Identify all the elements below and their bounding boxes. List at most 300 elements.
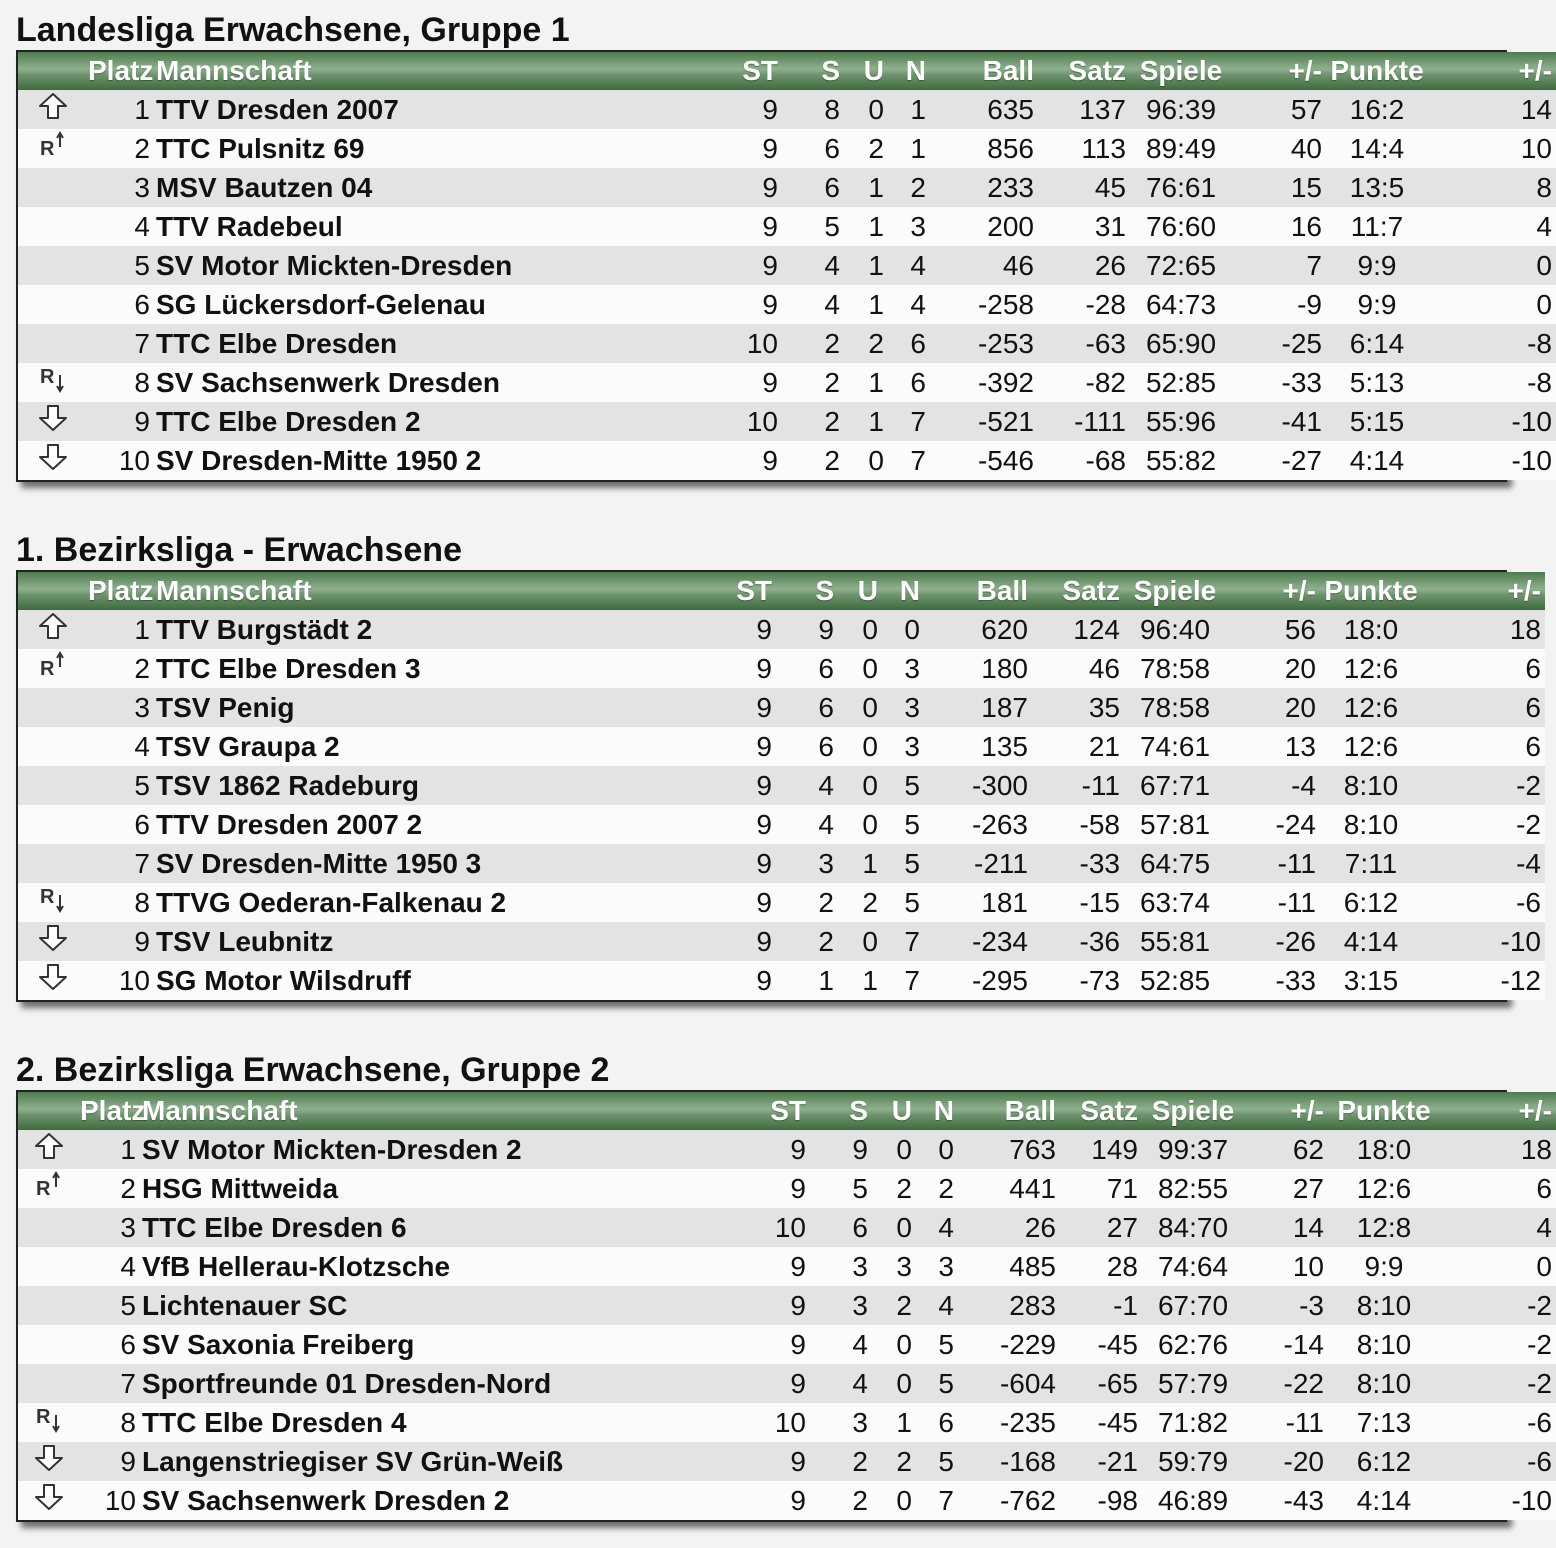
spiele-cell: 64:73 — [1145, 288, 1217, 320]
st-cell: 9 — [790, 1172, 806, 1204]
diff-cell: 7 — [1306, 249, 1322, 281]
spiele-cell: 78:58 — [1139, 652, 1211, 684]
punkte-cell: 9:9 — [1357, 249, 1397, 281]
league-title: 1. Bezirksliga - Erwachsene — [16, 531, 462, 569]
punkte-cell: 8:10 — [1356, 1289, 1412, 1321]
st-cell: 9 — [756, 730, 772, 762]
punkte-diff-cell: 10 — [1520, 132, 1552, 164]
diff-cell: 27 — [1292, 1172, 1324, 1204]
s-cell: 2 — [824, 327, 840, 359]
u-cell: 0 — [896, 1133, 912, 1165]
svg-text:R: R — [40, 886, 55, 909]
table-row — [18, 246, 1556, 285]
platz-cell: 7 — [134, 327, 150, 359]
u-cell: 0 — [862, 652, 878, 684]
platz-cell: 10 — [104, 1484, 136, 1516]
status-cell — [18, 922, 88, 961]
u-cell: 1 — [868, 249, 884, 281]
header-platz: Platz — [88, 575, 154, 606]
platz-cell: 8 — [134, 366, 150, 398]
u-cell: 0 — [868, 444, 884, 476]
header-ball: Ball — [982, 55, 1034, 86]
st-cell: 9 — [756, 769, 772, 801]
status-cell — [18, 441, 88, 480]
u-cell: 1 — [862, 847, 878, 879]
status-cell — [18, 961, 88, 1000]
punkte-cell: 18:0 — [1356, 1133, 1412, 1165]
satz-cell: -63 — [1085, 327, 1126, 359]
st-cell: 10 — [746, 405, 778, 437]
status-cell — [18, 1325, 80, 1364]
team-name: TSV Leubnitz — [156, 925, 334, 957]
table-row — [18, 402, 1556, 441]
status-cell — [18, 1286, 80, 1325]
punkte-cell: 7:11 — [1344, 847, 1398, 879]
down-arrow-icon — [38, 963, 68, 998]
u-cell: 2 — [868, 327, 884, 359]
diff-cell: 15 — [1290, 171, 1322, 203]
header-platz: Platz — [88, 55, 154, 86]
u-cell: 0 — [862, 730, 878, 762]
table-row — [18, 1169, 1556, 1208]
header-spiele: Spiele — [1151, 1095, 1235, 1126]
spiele-cell: 84:70 — [1157, 1211, 1229, 1243]
down-arrow-icon — [38, 404, 68, 439]
table-row — [18, 1403, 1556, 1442]
team-name: TSV Graupa 2 — [156, 730, 340, 762]
header-ball: Ball — [1004, 1095, 1056, 1126]
u-cell: 0 — [868, 93, 884, 125]
team-name: TTC Elbe Dresden 3 — [156, 652, 421, 684]
ball-cell: 180 — [981, 652, 1028, 684]
table-row — [18, 883, 1545, 922]
punkte-diff-cell: -2 — [1527, 1289, 1552, 1321]
punkte-cell: 8:10 — [1343, 808, 1399, 840]
satz-cell: 46 — [1088, 652, 1120, 684]
punkte-cell: 8:10 — [1356, 1328, 1412, 1360]
header-n: N — [933, 1095, 954, 1126]
diff-cell: -27 — [1281, 444, 1322, 476]
s-cell: 2 — [852, 1484, 868, 1516]
s-cell: 4 — [852, 1367, 868, 1399]
league-section — [16, 1050, 1552, 1522]
diff-cell: -26 — [1275, 925, 1316, 957]
table-row — [18, 766, 1545, 805]
punkte-diff-cell: -10 — [1511, 405, 1552, 437]
diff-cell: -24 — [1275, 808, 1316, 840]
ball-cell: -521 — [977, 405, 1034, 437]
punkte-diff-cell: -8 — [1527, 366, 1552, 398]
diff-cell: -33 — [1275, 964, 1316, 996]
table-row — [18, 207, 1556, 246]
spiele-cell: 96:39 — [1145, 93, 1217, 125]
header-icon — [18, 572, 88, 610]
team-name: TTV Burgstädt 2 — [156, 613, 373, 645]
st-cell: 9 — [756, 925, 772, 957]
st-cell: 9 — [762, 366, 778, 398]
n-cell: 3 — [910, 210, 926, 242]
u-cell: 0 — [896, 1211, 912, 1243]
u-cell: 2 — [896, 1289, 912, 1321]
satz-cell: 27 — [1106, 1211, 1138, 1243]
punkte-cell: 11:7 — [1350, 210, 1404, 242]
punkte-diff-cell: -2 — [1527, 1367, 1552, 1399]
spiele-cell: 64:75 — [1139, 847, 1211, 879]
u-cell: 0 — [862, 769, 878, 801]
league-title: Landesliga Erwachsene, Gruppe 1 — [16, 11, 570, 49]
header-st: ST — [742, 55, 778, 86]
satz-cell: -28 — [1085, 288, 1126, 320]
team-name: TTV Dresden 2007 2 — [156, 808, 423, 840]
ball-cell: -234 — [971, 925, 1028, 957]
header-st: ST — [770, 1095, 806, 1126]
u-cell: 1 — [868, 210, 884, 242]
header-ball: Ball — [976, 575, 1028, 606]
table-row — [18, 1442, 1556, 1481]
n-cell: 3 — [904, 652, 920, 684]
satz-cell: -82 — [1085, 366, 1126, 398]
header-diff: +/- — [1282, 575, 1316, 606]
punkte-diff-cell: 8 — [1536, 171, 1552, 203]
header-punkte: Punkte — [1324, 575, 1418, 606]
punkte-cell: 12:6 — [1343, 691, 1399, 723]
u-cell: 0 — [862, 691, 878, 723]
team-name: TSV 1862 Radeburg — [156, 769, 419, 801]
punkte-diff-cell: -12 — [1500, 964, 1541, 996]
relegation-down-icon — [38, 885, 68, 920]
table-row — [18, 688, 1545, 727]
ball-cell: 46 — [1002, 249, 1034, 281]
satz-cell: 113 — [1081, 132, 1126, 164]
svg-text:R: R — [40, 658, 55, 681]
relegation-up-icon — [38, 131, 68, 166]
platz-cell: 5 — [134, 249, 150, 281]
league-section — [16, 530, 1541, 1002]
table-row — [18, 922, 1545, 961]
st-cell: 9 — [762, 249, 778, 281]
header-platz: Platz — [80, 1095, 146, 1126]
svg-text:R: R — [36, 1406, 51, 1429]
s-cell: 9 — [852, 1133, 868, 1165]
table-row — [18, 1247, 1556, 1286]
s-cell: 6 — [818, 691, 834, 723]
s-cell: 4 — [852, 1328, 868, 1360]
platz-cell: 1 — [120, 1133, 136, 1165]
diff-cell: -3 — [1299, 1289, 1324, 1321]
platz-cell: 2 — [134, 652, 150, 684]
ball-cell: 856 — [987, 132, 1034, 164]
platz-cell: 1 — [134, 613, 150, 645]
table-header-row — [18, 572, 1545, 610]
diff-cell: -14 — [1283, 1328, 1324, 1360]
u-cell: 0 — [862, 808, 878, 840]
ball-cell: 635 — [987, 93, 1034, 125]
diff-cell: -11 — [1277, 886, 1316, 918]
team-name: SV Sachsenwerk Dresden — [156, 366, 500, 398]
diff-cell: 10 — [1292, 1250, 1324, 1282]
spiele-cell: 46:89 — [1157, 1484, 1229, 1516]
u-cell: 0 — [862, 613, 878, 645]
satz-cell: -73 — [1079, 964, 1120, 996]
satz-cell: 35 — [1088, 691, 1120, 723]
satz-cell: 149 — [1091, 1133, 1138, 1165]
table-row — [18, 1364, 1556, 1403]
spiele-cell: 62:76 — [1157, 1328, 1229, 1360]
diff-cell: -43 — [1283, 1484, 1324, 1516]
team-name: TTV Dresden 2007 — [156, 93, 399, 125]
platz-cell: 5 — [120, 1289, 136, 1321]
ball-cell: -253 — [977, 327, 1034, 359]
team-name: SV Saxonia Freiberg — [142, 1328, 415, 1360]
punkte-cell: 12:6 — [1343, 730, 1399, 762]
n-cell: 4 — [938, 1211, 954, 1243]
ball-cell: 763 — [1009, 1133, 1056, 1165]
s-cell: 2 — [818, 886, 834, 918]
status-cell — [18, 1403, 80, 1442]
punkte-diff-cell: 6 — [1525, 730, 1541, 762]
s-cell: 3 — [852, 1406, 868, 1438]
league-section — [16, 10, 1552, 482]
team-name: Sportfreunde 01 Dresden-Nord — [142, 1367, 552, 1399]
table-row — [18, 1481, 1556, 1520]
status-cell — [18, 285, 88, 324]
standings-table-wrapper — [16, 570, 1541, 1002]
spiele-cell: 76:61 — [1145, 171, 1217, 203]
u-cell: 1 — [862, 964, 878, 996]
n-cell: 5 — [938, 1367, 954, 1399]
diff-cell: -11 — [1285, 1406, 1324, 1438]
table-row — [18, 805, 1545, 844]
n-cell: 5 — [904, 769, 920, 801]
spiele-cell: 57:81 — [1139, 808, 1211, 840]
n-cell: 2 — [910, 171, 926, 203]
standings-table — [18, 572, 1545, 1000]
satz-cell: 124 — [1073, 613, 1120, 645]
punkte-cell: 8:10 — [1343, 769, 1399, 801]
s-cell: 2 — [852, 1445, 868, 1477]
satz-cell: 28 — [1106, 1250, 1138, 1282]
punkte-cell: 12:8 — [1356, 1211, 1412, 1243]
table-row — [18, 610, 1545, 649]
platz-cell: 10 — [118, 444, 150, 476]
st-cell: 9 — [762, 171, 778, 203]
u-cell: 2 — [896, 1172, 912, 1204]
diff-cell: -41 — [1281, 405, 1322, 437]
satz-cell: 137 — [1079, 93, 1126, 125]
punkte-diff-cell: -10 — [1500, 925, 1541, 957]
punkte-diff-cell: -8 — [1527, 327, 1552, 359]
table-header-row — [18, 52, 1556, 90]
platz-cell: 3 — [120, 1211, 136, 1243]
st-cell: 9 — [790, 1328, 806, 1360]
header-icon — [18, 1092, 80, 1130]
punkte-cell: 12:6 — [1356, 1172, 1412, 1204]
table-row — [18, 363, 1556, 402]
team-name: TTC Elbe Dresden 6 — [142, 1211, 407, 1243]
table-row — [18, 1286, 1556, 1325]
punkte-cell: 16:2 — [1349, 93, 1405, 125]
punkte-diff-cell: 4 — [1536, 210, 1552, 242]
spiele-cell: 96:40 — [1139, 613, 1211, 645]
st-cell: 9 — [790, 1445, 806, 1477]
punkte-diff-cell: -2 — [1527, 1328, 1552, 1360]
team-name: Langenstriegiser SV Grün-Weiß — [142, 1445, 564, 1477]
st-cell: 10 — [746, 327, 778, 359]
ball-cell: -762 — [999, 1484, 1056, 1516]
punkte-cell: 5:13 — [1349, 366, 1405, 398]
spiele-cell: 65:90 — [1145, 327, 1217, 359]
punkte-diff-cell: 4 — [1536, 1211, 1552, 1243]
satz-cell: 21 — [1088, 730, 1120, 762]
status-cell — [18, 883, 88, 922]
spiele-cell: 72:65 — [1145, 249, 1217, 281]
header-mannschaft: Mannschaft — [156, 575, 312, 606]
satz-cell: -15 — [1079, 886, 1120, 918]
down-arrow-icon — [34, 1444, 64, 1479]
punkte-cell: 6:14 — [1349, 327, 1405, 359]
status-cell — [18, 688, 88, 727]
st-cell: 10 — [774, 1211, 806, 1243]
status-cell — [18, 844, 88, 883]
n-cell: 1 — [910, 132, 926, 164]
st-cell: 9 — [790, 1250, 806, 1282]
s-cell: 6 — [852, 1211, 868, 1243]
punkte-diff-cell: 6 — [1536, 1172, 1552, 1204]
diff-cell: 20 — [1284, 652, 1316, 684]
punkte-diff-cell: -6 — [1527, 1445, 1552, 1477]
header-mannschaft: Mannschaft — [142, 1095, 298, 1126]
ball-cell: -235 — [999, 1406, 1056, 1438]
diff-cell: -22 — [1283, 1367, 1324, 1399]
table-row — [18, 1325, 1556, 1364]
platz-cell: 8 — [134, 886, 150, 918]
status-cell — [18, 1247, 80, 1286]
st-cell: 9 — [756, 613, 772, 645]
u-cell: 1 — [868, 288, 884, 320]
s-cell: 8 — [824, 93, 840, 125]
spiele-cell: 89:49 — [1145, 132, 1217, 164]
relegation-down-icon — [38, 365, 68, 400]
u-cell: 0 — [896, 1484, 912, 1516]
n-cell: 0 — [904, 613, 920, 645]
diff-cell: -33 — [1281, 366, 1322, 398]
header-u: U — [891, 1095, 912, 1126]
team-name: TTC Pulsnitz 69 — [156, 132, 365, 164]
s-cell: 6 — [818, 652, 834, 684]
punkte-cell: 12:6 — [1343, 652, 1399, 684]
punkte-cell: 4:14 — [1349, 444, 1405, 476]
status-cell — [18, 168, 88, 207]
platz-cell: 8 — [120, 1406, 136, 1438]
ball-cell: 187 — [981, 691, 1028, 723]
table-row — [18, 168, 1556, 207]
n-cell: 5 — [904, 847, 920, 879]
st-cell: 9 — [762, 288, 778, 320]
n-cell: 3 — [904, 730, 920, 762]
st-cell: 9 — [756, 652, 772, 684]
team-name: SG Motor Wilsdruff — [156, 964, 411, 996]
n-cell: 6 — [910, 327, 926, 359]
n-cell: 7 — [910, 405, 926, 437]
table-row — [18, 129, 1556, 168]
header-s: S — [815, 575, 834, 606]
punkte-cell: 8:10 — [1356, 1367, 1412, 1399]
punkte-diff-cell: 18 — [1509, 613, 1541, 645]
header-punkte: Punkte — [1330, 55, 1424, 86]
st-cell: 9 — [790, 1289, 806, 1321]
ball-cell: 283 — [1009, 1289, 1056, 1321]
table-row — [18, 1208, 1556, 1247]
platz-cell: 4 — [134, 730, 150, 762]
svg-text:R: R — [40, 138, 55, 161]
n-cell: 5 — [938, 1445, 954, 1477]
standings-table-wrapper — [16, 50, 1552, 482]
up-arrow-icon — [34, 1132, 64, 1167]
punkte-cell: 6:12 — [1356, 1445, 1412, 1477]
status-cell — [18, 1169, 80, 1208]
spiele-cell: 74:64 — [1157, 1250, 1229, 1282]
satz-cell: -11 — [1081, 769, 1120, 801]
satz-cell: -21 — [1097, 1445, 1138, 1477]
punkte-cell: 4:14 — [1356, 1484, 1412, 1516]
ball-cell: -604 — [999, 1367, 1056, 1399]
n-cell: 0 — [938, 1133, 954, 1165]
header-punkte: Punkte — [1337, 1095, 1431, 1126]
s-cell: 2 — [824, 366, 840, 398]
n-cell: 7 — [904, 925, 920, 957]
header-satz: Satz — [1068, 55, 1126, 86]
punkte-diff-cell: 6 — [1525, 652, 1541, 684]
diff-cell: -4 — [1291, 769, 1316, 801]
ball-cell: 26 — [1024, 1211, 1056, 1243]
header-punkte-diff: +/- — [1518, 1095, 1552, 1126]
ball-cell: -392 — [977, 366, 1034, 398]
ball-cell: 441 — [1009, 1172, 1056, 1204]
s-cell: 4 — [818, 808, 834, 840]
st-cell: 9 — [756, 886, 772, 918]
team-name: TTC Elbe Dresden — [156, 327, 398, 359]
spiele-cell: 99:37 — [1157, 1133, 1229, 1165]
team-name: SV Dresden-Mitte 1950 3 — [156, 847, 482, 879]
platz-cell: 7 — [120, 1367, 136, 1399]
status-cell — [18, 610, 88, 649]
n-cell: 3 — [938, 1250, 954, 1282]
spiele-cell: 57:79 — [1157, 1367, 1229, 1399]
team-name: Lichtenauer SC — [142, 1289, 348, 1321]
u-cell: 0 — [862, 925, 878, 957]
u-cell: 0 — [896, 1328, 912, 1360]
table-row — [18, 649, 1545, 688]
ball-cell: 233 — [987, 171, 1034, 203]
header-spiele: Spiele — [1133, 575, 1217, 606]
n-cell: 6 — [910, 366, 926, 398]
diff-cell: -11 — [1277, 847, 1316, 879]
s-cell: 6 — [824, 171, 840, 203]
s-cell: 3 — [818, 847, 834, 879]
table-row — [18, 727, 1545, 766]
status-cell — [18, 766, 88, 805]
team-name: TTC Elbe Dresden 4 — [142, 1406, 407, 1438]
spiele-cell: 74:61 — [1139, 730, 1211, 762]
team-name: TTC Elbe Dresden 2 — [156, 405, 421, 437]
punkte-cell: 5:15 — [1349, 405, 1405, 437]
punkte-diff-cell: -2 — [1516, 769, 1541, 801]
satz-cell: 31 — [1094, 210, 1126, 242]
platz-cell: 10 — [118, 964, 150, 996]
n-cell: 2 — [938, 1172, 954, 1204]
s-cell: 9 — [818, 613, 834, 645]
s-cell: 3 — [852, 1250, 868, 1282]
